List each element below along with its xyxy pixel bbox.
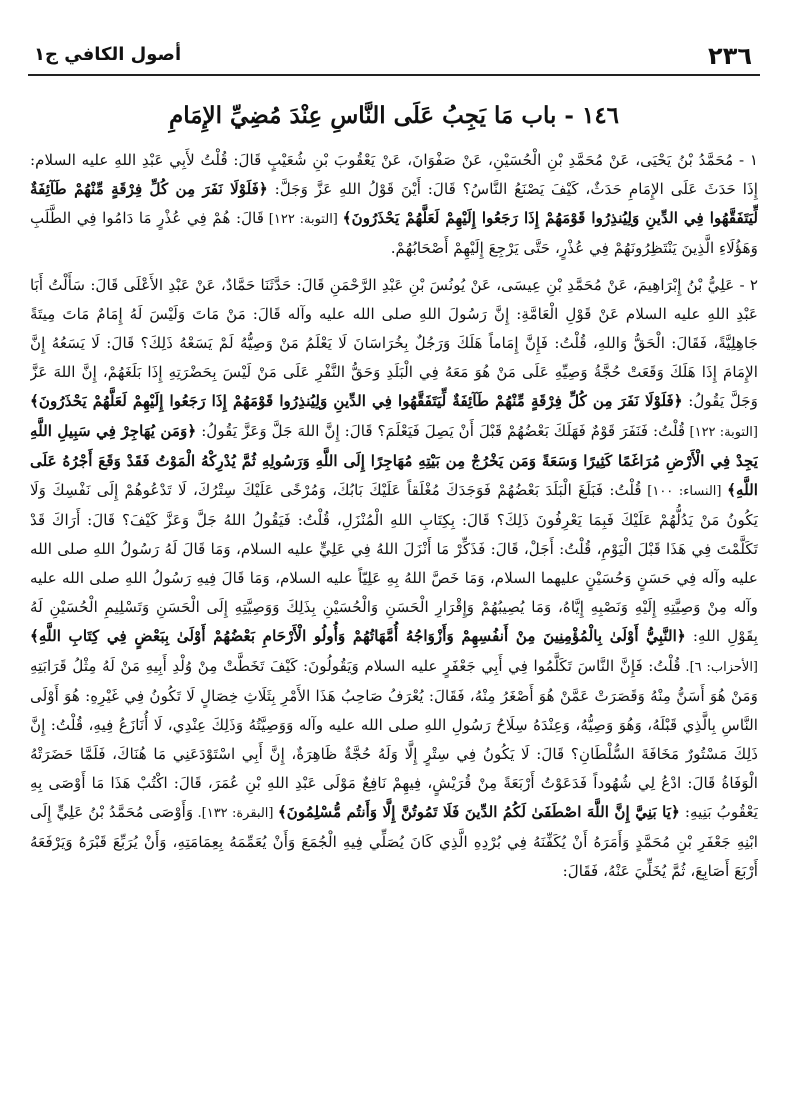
hadith-2-part-1: ٢ - عَلِيُّ بْنُ إِبْرَاهِيمَ، عَنْ مُحَمَّدِ بْنِ عِيسَى، عَنْ يُونُسَ بْنِ عَبْدِ الرَّحْمَنِ قَالَ: حَدَّثَنَا حَمَّادٌ، عَنْ عَبْدِ الأَعْلَى قَالَ: سَأَلْتُ أَبَا عَبْدِ اللهِ عليه السلام عَنْ قَوْلِ الْعَامَّةِ: إِنَّ رَسُولَ اللهِ صلى الله عليه وآله قَالَ: مَنْ مَاتَ وَلَيْسَ لَهُ إِمَامٌ مَاتَ مِيتَةً جَاهِلِيَّةً، فَقَالَ: الْحَقُّ وَاللهِ، قُلْتُ: فَإِنَّ إِمَاماً هَلَكَ وَرَجُلٌ بِخُرَاسَانَ لَا يَعْلَمُ مَنْ وَصِيُّهُ لَمْ يَسَعْهُ ذَلِكَ؟ قَالَ: لَا يَسَعُهُ إِنَّ الإِمَامَ إِذَا هَلَكَ وَقَعَتْ حُجَّةُ وَصِيِّهِ عَلَى مَنْ هُوَ مَعَهُ فِي الْبَلَدِ وَحَقُّ النَّفْرِ عَلَى مَنْ لَيْسَ بِحَضْرَتِهِ إِذَا بَلَغَهُمْ، إِنَّ اللهَ عَزَّ وَجَلَّ يَقُولُ: (30, 276, 758, 410)
quran-verse: ﴿يَا بَنِيَّ إِنَّ اللَّهَ اصْطَفَىٰ لَكُمُ الدِّينَ فَلَا تَمُوتُنَّ إِلَّا وَأَنتُم مُّسْلِمُونَ﴾ (277, 803, 680, 821)
hadith-2-part-4: قُلْتُ: فَإِنَّ النَّاسَ تَكَلَّمُوا فِي أَبِي جَعْفَرٍ عليه السلام وَيَقُولُونَ: كَيْفَ تَخَطَّتْ مِنْ وُلْدِ أَبِيهِ مَنْ لَهُ مِثْلُ قَرَابَتِهِ وَمَنْ هُوَ أَسَنُّ مِنْهُ وَقَصَرَتْ عَمَّنْ هُوَ أَصْغَرُ مِنْهُ، فَقَالَ: يُعْرَفُ صَاحِبُ هَذَا الأَمْرِ بِثَلَاثِ خِصَالٍ لَا تَكُونُ فِي غَيْرِهِ: هُوَ أَوْلَى النَّاسِ بِالَّذِي قَبْلَهُ، وَهُوَ وَصِيُّهُ، وَعِنْدَهُ سِلَاحُ رَسُولِ اللهِ صلى الله عليه وآله وَوَصِيَّتُهُ وَذَلِكَ عِنْدِي، لَا أُنَازَعُ فِيهِ، قُلْتُ: إِنَّ ذَلِكَ مَسْتُورٌ مَخَافَةَ السُّلْطَانِ؟ قَالَ: لَا يَكُونُ فِي سِتْرٍ إِلَّا وَلَهُ حُجَّةٌ ظَاهِرَةٌ، إِنَّ أَبِي اسْتَوْدَعَنِي مَا هُنَاكَ، فَلَمَّا حَضَرَتْهُ الْوَفَاةُ قَالَ: ادْعُ لِي شُهُوداً فَدَعَوْتُ أَرْبَعَةً مِنْ قُرَيْشٍ، فِيهِمْ نَافِعٌ مَوْلَى عَبْدِ اللهِ بْنِ عُمَرَ، قَالَ: اكْتُبْ هَذَا مَا أَوْصَى بِهِ يَعْقُوبُ بَنِيهِ: (30, 657, 758, 821)
verse-citation: [النساء: ١٠٠] (641, 484, 728, 499)
quran-verse: ﴿فَلَوْلَا نَفَرَ مِن كُلِّ فِرْقَةٍ مِّنْهُمْ طَآئِفَةٌ لِّيَتَفَقَّهُوا فِي الدِّينِ وَلِيُنذِرُوا قَوْمَهُمْ إِذَا رَجَعُوا إِلَيْهِمْ لَعَلَّهُمْ يَحْذَرُونَ﴾ (30, 392, 683, 410)
header-divider (28, 74, 760, 76)
hadith-1-intro: ١ - مُحَمَّدُ بْنُ يَحْيَى، عَنْ مُحَمَّدِ بْنِ الْحُسَيْنِ، عَنْ صَفْوَانَ، عَنْ يَعْقُوبَ بْنِ شُعَيْبٍ قَالَ: قُلْتُ لأَبِي عَبْدِ اللهِ عليه السلام: إِذَا حَدَثَ عَلَى الإِمَامِ حَدَثٌ، كَيْفَ يَصْنَعُ النَّاسُ؟ قَالَ: أَيْنَ قَوْلُ اللهِ عَزَّ وَجَلَّ: (30, 151, 758, 198)
quran-verse: ﴿فَلَوْلَا نَفَرَ مِن كُلِّ فِرْقَةٍ مِّنْهُمْ طَآئِفَةٌ لِّيَتَفَقَّهُوا فِي الدِّينِ وَلِيُنذِرُوا قَوْمَهُمْ إِذَا رَجَعُوا إِلَيْهِمْ لَعَلَّهُمْ يَحْذَرُونَ﴾ (30, 180, 758, 227)
body-text (30, 146, 758, 1086)
running-book-title: أصول الكافي ج١ (34, 44, 182, 65)
hadith-paragraph-1 (30, 146, 758, 263)
verse-citation: [الأحزاب: ٦]. (680, 660, 758, 675)
page-header (28, 40, 760, 70)
verse-citation: [التوبة: ١٢٢] (685, 425, 758, 440)
chapter-title: ١٤٦ - باب مَا يَجِبُ عَلَى النَّاسِ عِنْدَ مُضِيِّ الإِمَامِ (168, 102, 620, 129)
hadith-2-part-5: وَأَوْصَى مُحَمَّدُ بْنُ عَلِيٍّ إِلَى ابْنِهِ جَعْفَرِ بْنِ مُحَمَّدٍ وَأَمَرَهُ أَنْ يُكَفِّنَهُ فِي بُرْدِهِ الَّذِي كَانَ يُصَلِّي فِيهِ الْجُمَعَ وَأَنْ يُعَمِّمَهُ بِعِمَامَتِهِ، وَأَنْ يُرَبِّعَ قَبْرَهُ وَيَرْفَعَهُ أَرْبَعَ أَصَابِعَ، ثُمَّ يُخَلِّيَ عَنْهُ، فَقَالَ: (30, 803, 758, 880)
hadith-2-part-3: قُلْتُ: فَبَلَغَ الْبَلَدَ بَعْضُهُمْ فَوَجَدَكَ مُغْلَقاً عَلَيْكَ بَابُكَ، وَمُرْخًى عَلَيْكَ سِتْرُكَ، لَا تَدْعُوهُمْ إِلَى نَفْسِكَ وَلَا يَكُونُ مَنْ يَدُلُّهُمْ عَلَيْكَ فَبِمَا يَعْرِفُونَ ذَلِكَ؟ قَالَ: بِكِتَابِ اللهِ الْمُنْزَلِ، قُلْتُ: فَيَقُولُ اللهُ جَلَّ وَعَزَّ كَيْفَ؟ قَالَ: أَرَاكَ قَدْ تَكَلَّمْتَ فِي هَذَا قَبْلَ الْيَوْمِ، قُلْتُ: أَجَلْ، قَالَ: فَذَكِّرْ مَا أَنْزَلَ اللهُ فِي عَلِيٍّ عليه السلام، وَمَا قَالَ لَهُ رَسُولُ اللهِ صلى الله عليه وآله فِي حَسَنٍ وَحُسَيْنٍ عليهما السلام، وَمَا خَصَّ اللهُ بِهِ عَلِيّاً عليه السلام، وَمَا قَالَ فِيهِ رَسُولُ اللهِ صلى الله عليه وآله مِنْ وَصِيَّتِهِ إِلَيْهِ وَنَصْبِهِ إِيَّاهُ، وَمَا يُصِيبُهُمْ وَإِقْرَارِ الْحَسَنِ وَالْحُسَيْنِ بِذَلِكَ وَوَصِيَّتِهِ إِلَى الْحَسَنِ وَتَسْلِيمِ الْحُسَيْنِ لَهُ بِقَوْلِ اللهِ: (30, 481, 758, 645)
verse-citation: [التوبة: ١٢٢] (264, 212, 343, 227)
hadith-2-part-2: قُلْتُ: فَنَفَرَ قَوْمٌ فَهَلَكَ بَعْضُهُمْ قَبْلَ أَنْ يَصِلَ فَيَعْلَمَ؟ قَالَ: إِنَّ اللهَ جَلَّ وَعَزَّ يَقُولُ: (196, 422, 686, 440)
quran-verse: ﴿وَمَن يُهَاجِرْ فِي سَبِيلِ اللَّهِ يَجِدْ فِي الْأَرْضِ مُرَاغَمًا كَثِيرًا وَسَعَةً وَمَن يَخْرُجْ مِن بَيْتِهِ مُهَاجِرًا إِلَى اللَّهِ وَرَسُولِهِ ثُمَّ يُدْرِكْهُ الْمَوْتُ فَقَدْ وَقَعَ أَجْرُهُ عَلَى اللَّهِ﴾ (30, 422, 758, 499)
verse-citation: [البقرة: ١٣٢]. (193, 806, 278, 821)
quran-verse: ﴿النَّبِيُّ أَوْلَىٰ بِالْمُؤْمِنِينَ مِنْ أَنفُسِهِمْ وَأَزْوَاجُهُ أُمَّهَاتُهُمْ وَأُولُو الْأَرْحَامِ بَعْضُهُمْ أَوْلَىٰ بِبَعْضٍ فِي كِتَابِ اللَّهِ﴾ (30, 627, 686, 645)
hadith-1-rest: قَالَ: هُمْ فِي عُذْرٍ مَا دَامُوا فِي الطَّلَبِ وَهَؤُلَاءِ الَّذِينَ يَنْتَظِرُونَهُمْ فِي عُذْرٍ، حَتَّى يَرْجِعَ إِلَيْهِمْ أَصْحَابُهُمْ. (30, 209, 758, 257)
page-number: ٢٣٦ (708, 42, 752, 70)
hadith-paragraph-2 (30, 271, 758, 886)
